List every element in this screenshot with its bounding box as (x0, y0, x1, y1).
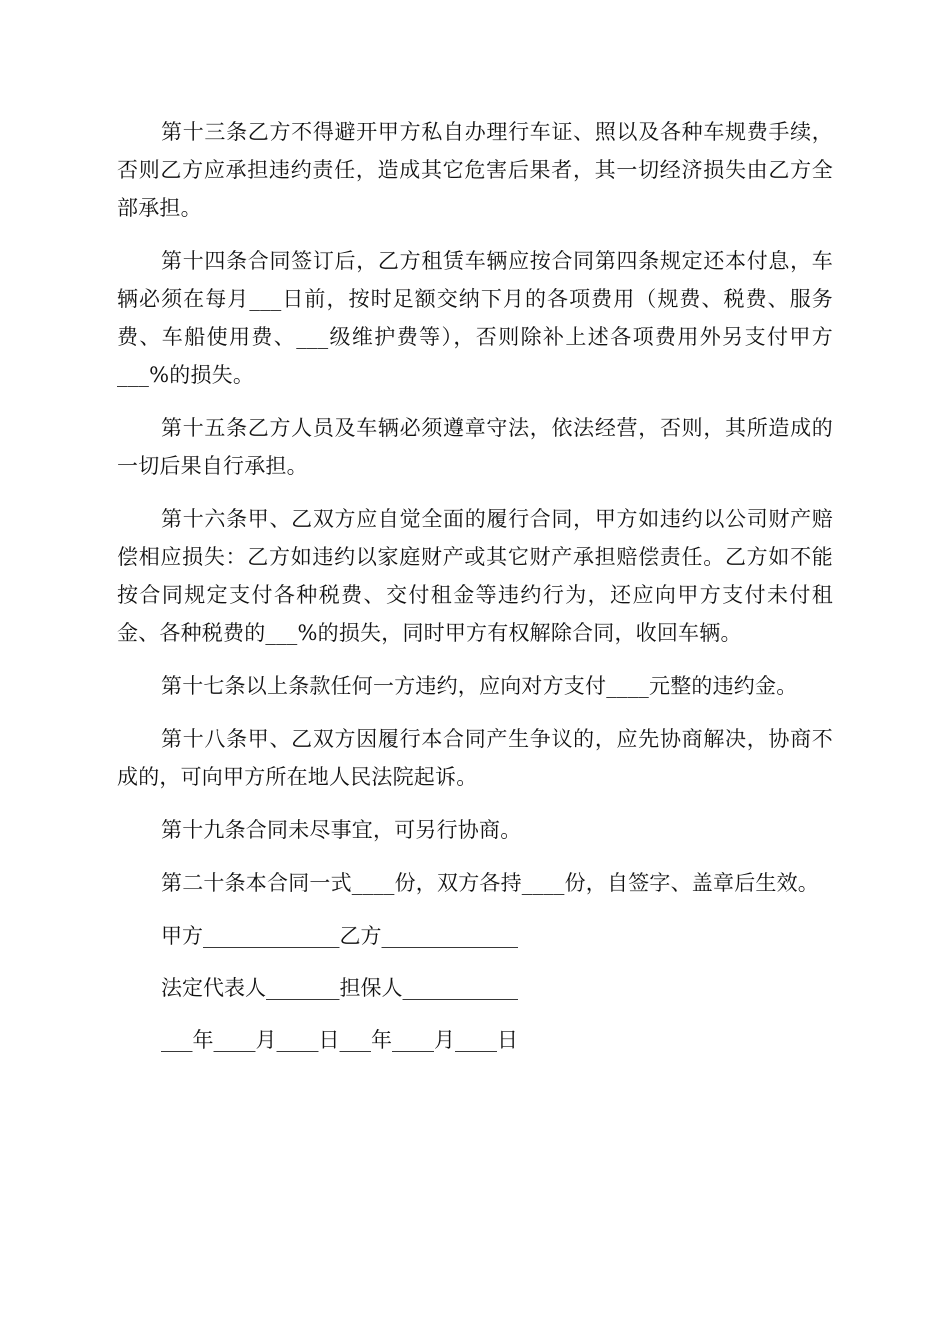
signature-date-line: ___年____月____日___年____月____日 (161, 1028, 518, 1052)
clause-15: 第十五条乙方人员及车辆必须遵章守法，依法经营，否则，其所造成的一切后果自行承担。 (117, 416, 833, 478)
clause-14: 第十四条合同签订后，乙方租赁车辆应按合同第四条规定还本付息，车辆必须在每月___日前，按时足额交纳下月的各项费用（规费、税费、服务费、车船使用费、___级维护费等），否则除补上述各项费用外另支付甲方___%的损失。 (117, 249, 833, 387)
clause-20: 第二十条本合同一式____份，双方各持____份，自签字、盖章后生效。 (161, 871, 819, 895)
document-body (117, 113, 833, 1073)
clause-13: 第十三条乙方不得避开甲方私自办理行车证、照以及各种车规费手续，否则乙方应承担违约责任，造成其它危害后果者，其一切经济损失由乙方全部承担。 (117, 120, 833, 220)
clause-18: 第十八条甲、乙双方因履行本合同产生争议的，应先协商解决，协商不成的，可向甲方所在地人民法院起诉。 (117, 727, 833, 789)
clause-19: 第十九条合同未尽事宜，可另行协商。 (161, 818, 522, 842)
signature-parties-line: 甲方_____________乙方_____________ (161, 924, 518, 948)
clause-17: 第十七条以上条款任何一方违约，应向对方支付____元整的违约金。 (161, 674, 798, 698)
clause-16: 第十六条甲、乙双方应自觉全面的履行合同，甲方如违约以公司财产赔偿相应损失：乙方如违约以家庭财产或其它财产承担赔偿责任。乙方如不能按合同规定支付各种税费、交付租金等违约行为，还应向甲方支付未付租金、各种税费的___%的损失，同时甲方有权解除合同，收回车辆。 (117, 507, 833, 645)
signature-representatives-line: 法定代表人_______担保人___________ (161, 976, 518, 1000)
